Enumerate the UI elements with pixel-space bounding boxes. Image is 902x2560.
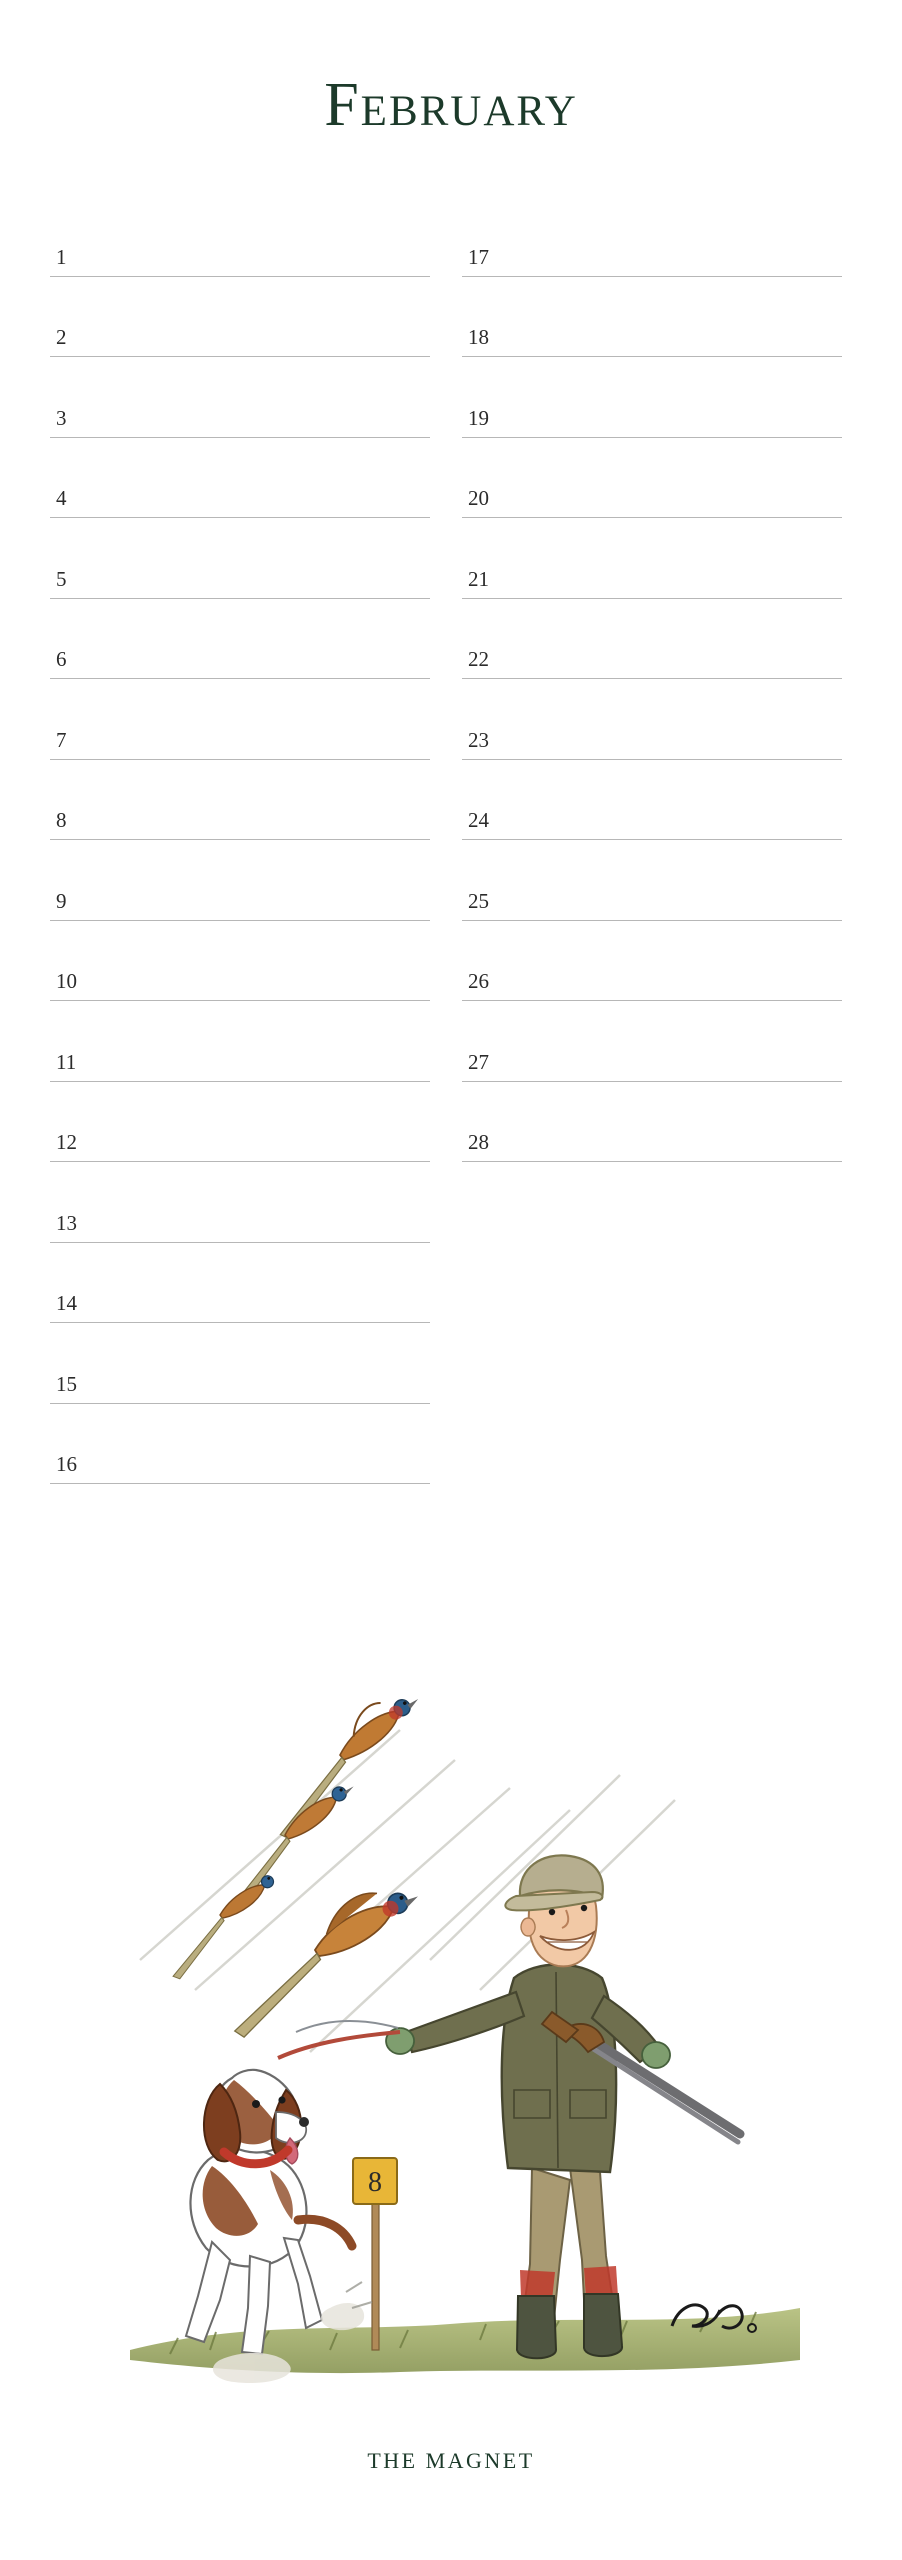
day-row[interactable]: [50, 1162, 440, 1243]
day-entry-input[interactable]: [94, 408, 428, 434]
day-number: 5: [56, 566, 67, 591]
day-row[interactable]: [50, 679, 440, 760]
day-row[interactable]: [50, 921, 440, 1002]
day-row[interactable]: [50, 760, 440, 841]
day-entry-input[interactable]: [506, 569, 840, 595]
day-entry-input[interactable]: [94, 971, 428, 997]
day-number: 21: [468, 566, 489, 591]
day-entry-input[interactable]: [94, 1213, 428, 1239]
day-number: 12: [56, 1130, 77, 1154]
illustration-artwork: [100, 1660, 820, 2420]
day-number: 26: [468, 969, 489, 993]
day-number: 6: [56, 647, 67, 671]
shooting-man: [386, 1855, 670, 2358]
day-number: 7: [56, 727, 67, 752]
illustration-caption: THE MAGNET: [367, 2448, 535, 2473]
day-entry-input[interactable]: [506, 891, 840, 917]
day-row[interactable]: [50, 438, 440, 519]
day-number: 20: [468, 486, 489, 510]
day-row[interactable]: [50, 1404, 440, 1485]
day-entry-input[interactable]: [506, 408, 840, 434]
day-entry-input[interactable]: [94, 569, 428, 595]
day-entry-input[interactable]: [506, 971, 840, 997]
day-row[interactable]: [462, 1001, 852, 1082]
day-number: 9: [56, 888, 67, 913]
svg-text:8: 8: [368, 2167, 382, 2198]
day-entry-input[interactable]: [506, 488, 840, 514]
day-number: 28: [468, 1130, 489, 1154]
day-row[interactable]: [462, 679, 852, 760]
day-row[interactable]: [50, 196, 440, 277]
day-number: 22: [468, 647, 489, 671]
day-row[interactable]: [462, 840, 852, 921]
day-number: 8: [56, 808, 67, 832]
day-row[interactable]: [50, 277, 440, 358]
day-entry-input[interactable]: [506, 1052, 840, 1078]
day-column-left: [50, 196, 440, 1484]
day-number: 19: [468, 405, 489, 430]
day-entry-input[interactable]: [506, 810, 840, 836]
day-number: 14: [56, 1291, 77, 1315]
day-entry-input[interactable]: [506, 247, 840, 273]
day-row[interactable]: [50, 599, 440, 680]
day-entry-input[interactable]: [94, 649, 428, 675]
day-row[interactable]: [462, 196, 852, 277]
day-row[interactable]: [50, 357, 440, 438]
day-row[interactable]: [50, 1082, 440, 1163]
day-row[interactable]: [462, 518, 852, 599]
day-row[interactable]: [462, 599, 852, 680]
day-entry-input[interactable]: [94, 247, 428, 273]
day-entry-input[interactable]: [94, 1374, 428, 1400]
day-row[interactable]: [462, 438, 852, 519]
day-column-right: [462, 196, 852, 1162]
day-entry-input[interactable]: [506, 1132, 840, 1158]
day-entry-input[interactable]: [94, 810, 428, 836]
day-number: 24: [468, 808, 489, 832]
day-number: 27: [468, 1049, 489, 1074]
day-number: 18: [468, 325, 489, 349]
day-number: 15: [56, 1371, 77, 1396]
day-rule: [50, 1483, 430, 1484]
day-entry-input[interactable]: [506, 649, 840, 675]
day-row[interactable]: [462, 277, 852, 358]
day-row[interactable]: [462, 1082, 852, 1163]
day-entry-input[interactable]: [94, 1454, 428, 1480]
page-title: February: [324, 71, 578, 139]
day-row[interactable]: [50, 840, 440, 921]
day-number: 25: [468, 888, 489, 913]
day-row[interactable]: [462, 760, 852, 841]
day-number: 13: [56, 1210, 77, 1235]
day-row[interactable]: [462, 921, 852, 1002]
day-number: 16: [56, 1452, 77, 1476]
day-number: 10: [56, 969, 77, 993]
day-entry-input[interactable]: [94, 488, 428, 514]
day-entry-input[interactable]: [94, 1052, 428, 1078]
day-number: 1: [56, 244, 67, 269]
day-entry-input[interactable]: [94, 730, 428, 756]
day-entry-input[interactable]: [94, 1132, 428, 1158]
day-number: 2: [56, 325, 67, 349]
day-entry-input[interactable]: [94, 327, 428, 353]
day-row[interactable]: [50, 1323, 440, 1404]
day-number: 17: [468, 244, 489, 269]
day-number: 4: [56, 486, 67, 510]
day-entry-input[interactable]: [94, 1293, 428, 1319]
day-number: 11: [56, 1049, 77, 1074]
day-grid: [0, 196, 902, 1716]
day-entry-input[interactable]: [94, 891, 428, 917]
day-number: 23: [468, 727, 489, 752]
day-row[interactable]: [50, 1001, 440, 1082]
day-entry-input[interactable]: [506, 730, 840, 756]
day-entry-input[interactable]: [506, 327, 840, 353]
day-row[interactable]: [462, 357, 852, 438]
day-row[interactable]: [50, 518, 440, 599]
day-rule: [462, 1161, 842, 1162]
day-number: 3: [56, 405, 67, 430]
day-row[interactable]: [50, 1243, 440, 1324]
